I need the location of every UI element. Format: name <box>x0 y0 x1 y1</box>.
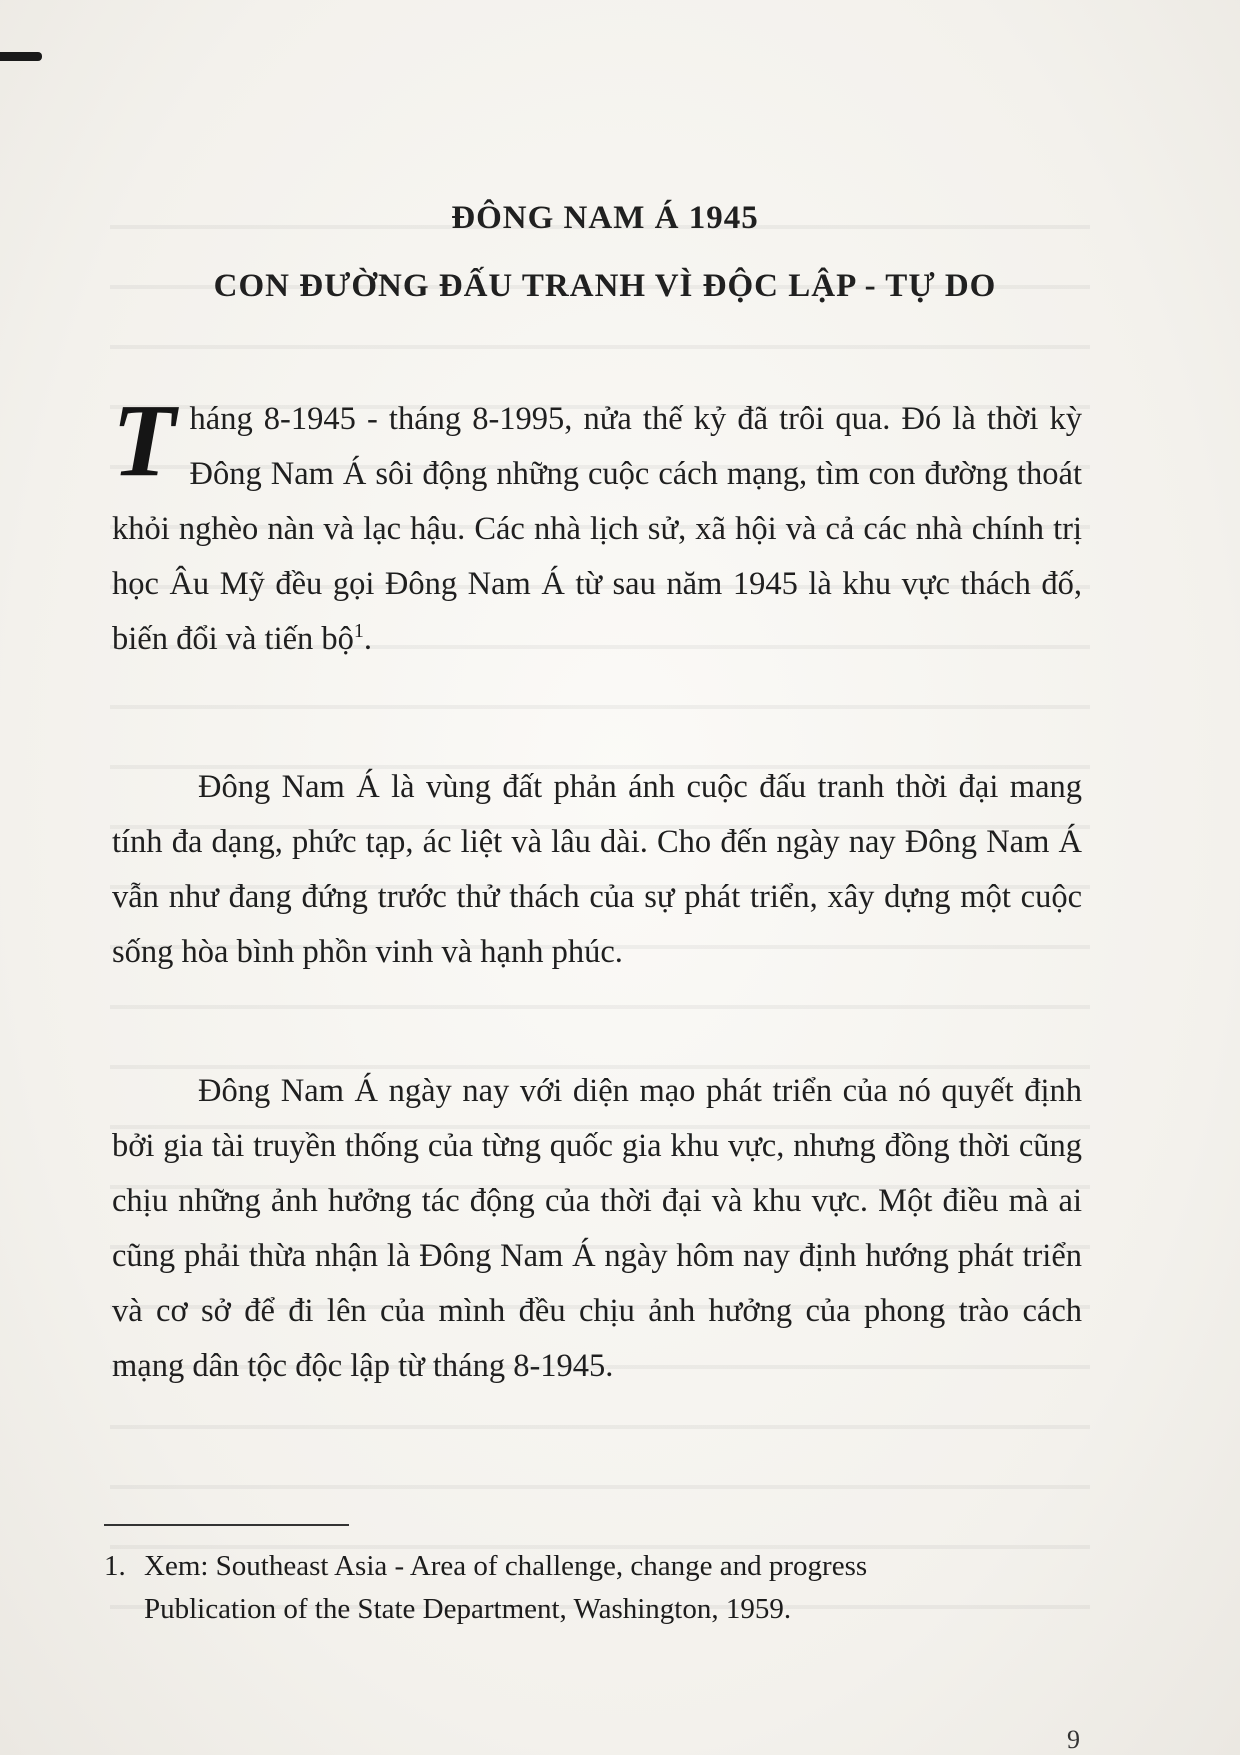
paragraph-1 <box>112 383 1082 667</box>
footnote-line-2: Publication of the State Department, Washington, 1959. <box>144 1593 792 1625</box>
chapter-subtitle: CON ĐƯỜNG ĐẤU TRANH VÌ ĐỘC LẬP - TỰ DO <box>213 268 997 304</box>
page-number: 9 <box>1067 1725 1080 1754</box>
footnote-number: 1. <box>104 1550 126 1582</box>
footnote <box>104 1545 1104 1631</box>
paragraph-1-text: háng 8-1945 - tháng 8-1995, nửa thế kỷ đã trôi qua. Đó là thời kỳ Đông Nam Á sôi động những cuộc cách mạng, tìm con đường thoát khỏi nghèo nàn và lạc hậu. Các nhà lịch sử, xã hội và cả các nhà chính trị học Âu Mỹ đều gọi Đông Nam Á từ sau năm 1945 là khu vực thách đố, biến đổi và tiến bộ <box>112 401 1082 657</box>
chapter-title: ĐÔNG NAM Á 1945 <box>451 200 759 236</box>
paragraph-2: Đông Nam Á là vùng đất phản ánh cuộc đấu tranh thời đại mang tính đa dạng, phức tạp, ác liệt và lâu dài. Cho đến ngày nay Đông Nam Á vẫn như đang đứng trước thử thách của sự phát triển, xây dựng một cuộc sống hòa bình phồn vinh và hạnh phúc. <box>112 769 1082 970</box>
drop-cap: T <box>112 383 176 498</box>
scan-corner-mark <box>0 52 42 61</box>
paragraph-3: Đông Nam Á ngày nay với diện mạo phát triển của nó quyết định bởi gia tài truyền thống của từng quốc gia khu vực, nhưng đồng thời cũng chịu những ảnh hưởng tác động của thời đại và khu vực. Một điều mà ai cũng phải thừa nhận là Đông Nam Á ngày hôm nay định hướng phát triển và cơ sở để đi lên của mình đều chịu ảnh hưởng của phong trào cách mạng dân tộc độc lập từ tháng 8-1945. <box>112 1073 1082 1384</box>
footnote-divider <box>104 1524 349 1526</box>
footnote-reference: 1 <box>353 620 364 643</box>
paragraph-1-end: . <box>363 621 373 657</box>
footnote-line-1: Xem: Southeast Asia - Area of challenge, change and progress <box>144 1550 868 1582</box>
